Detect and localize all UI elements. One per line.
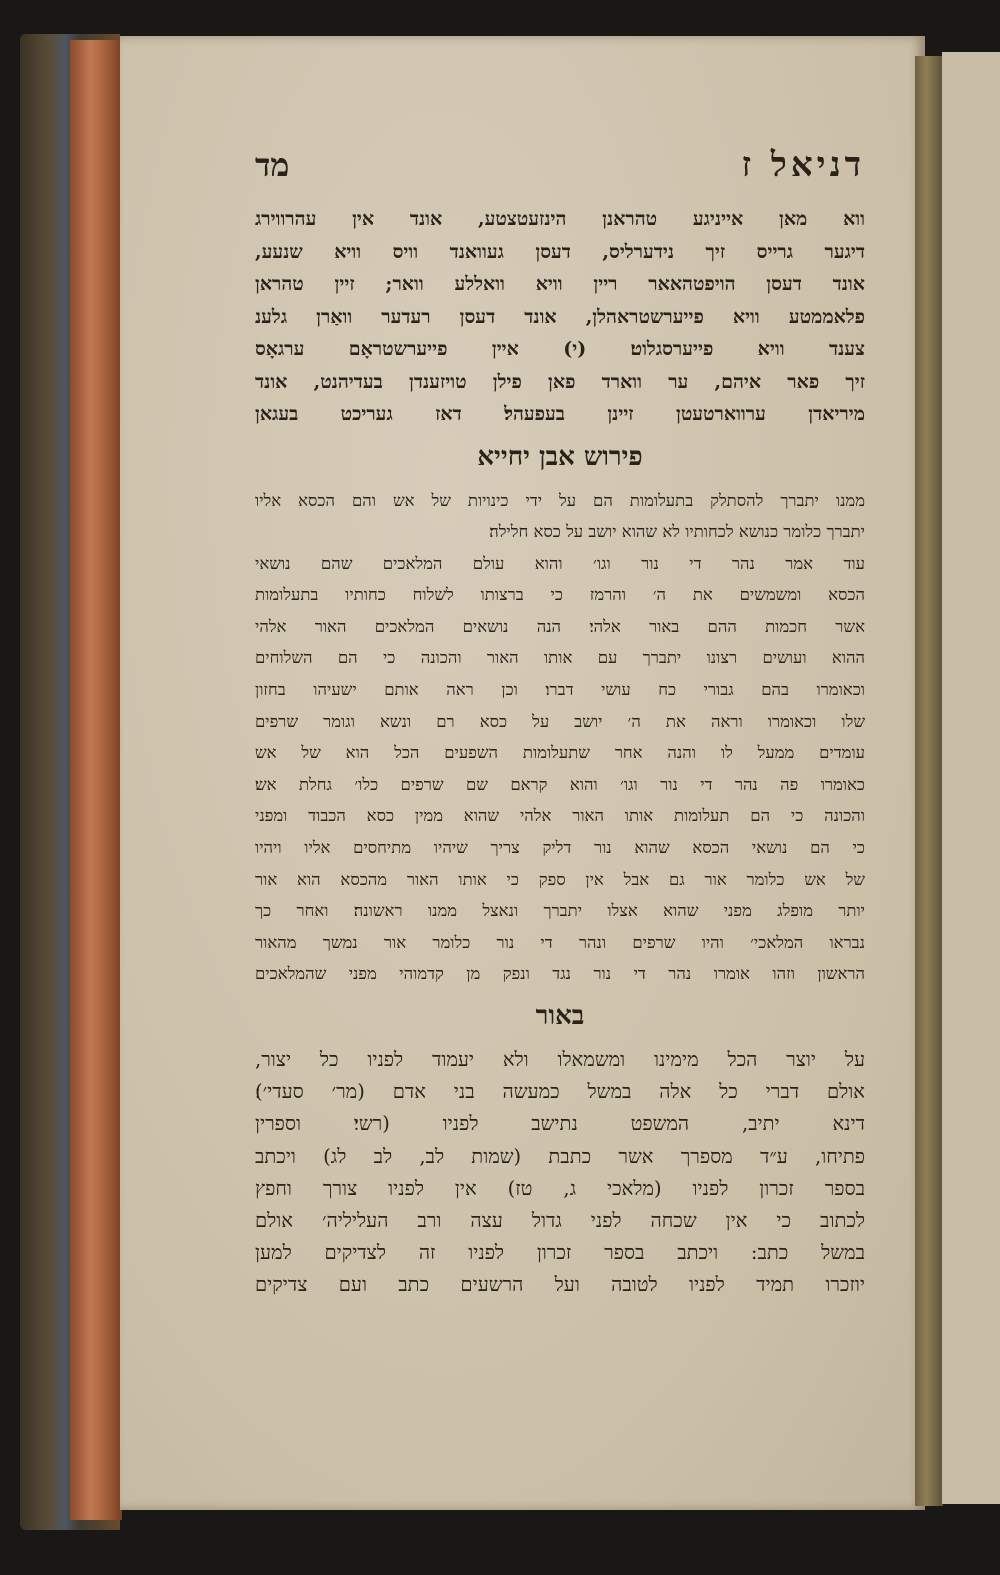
commentary-line: וכאומרו בהם גבורי כח עושי דברו׃ וכן ראה אותם ישעיהו בחזון: [255, 680, 865, 700]
biur-text: [255, 1044, 865, 1302]
commentary-line: כי הם נושאי הכסא שהוא נור דליק צריך שיהיו מתיחסים אליו ויהיו: [255, 838, 865, 858]
running-title: דניאל ז: [741, 145, 865, 185]
biur-line: לכתוב כי אין שכחה לפני גדול עצה ורב העליליה׳ אולם: [255, 1209, 865, 1233]
text-line: דיגער גרייס זיך נידערליס, דעסן געוואנד וויס וויא שנעע,: [255, 240, 865, 263]
biur-line: פתיחו, ע״ד מספרך אשר כתבת (שמות לב, לב לג) ויכתב: [255, 1144, 865, 1168]
commentary-line: אשר חכמות ההם באור אלהי׃ הנה נושאים המלאכים האור אלהי: [255, 616, 865, 636]
commentary-line: עוד אמר נהר די נור וגו׳ והוא עולם המלאכים שהם נושאי: [255, 553, 865, 573]
commentary-line: כאומרו פה נהר די נור וגו׳ והוא קראם שם שרפים כלו׳ גחלת אש׃: [255, 774, 865, 794]
commentary-line: הכסא ומשמשים את ה׳ והרמז כי ברצותו לשלוח כחותיו בתעלומות: [255, 585, 865, 605]
commentary-line: שלו וכאומרו וראה את ה׳ יושב על כסא רם ונשא וגומר שרפים: [255, 711, 865, 731]
biur-line: במשל כתב: ויכתב בספר זכרון לפניו זה לצדיקים למען: [255, 1241, 865, 1265]
commentary-line: יותר מופלג מפני שהוא אצלו יתברך ונאצל ממנו ראשונה׃ ואחר כך: [255, 901, 865, 921]
commentary-line: יתברך כלומר כנושא לכחותיו לא שהוא יושב על כסא חלילה׃: [489, 522, 865, 542]
page-header: [255, 145, 865, 203]
book-gutter: [915, 56, 943, 1506]
commentary-heading: פירוש אבן יחייא: [477, 441, 643, 472]
page-edges: [70, 40, 122, 1520]
text-line: אונד דעסן הויפטהאאר ריין וויא וואללע וואר; זיין טהראן: [255, 273, 865, 295]
biur-line: על יוצר הכל מימינו ומשמאלו ולא יעמוד לפניו כל יצור,: [255, 1048, 865, 1071]
commentary-text: [255, 485, 865, 991]
page-number: מד: [255, 146, 290, 184]
biur-line: בספר זכרון לפניו (מלאכי ג, טז) אין לפניו צורך וחפץ: [255, 1176, 865, 1200]
commentary-line: של אש כלומר אור גם אבל אין ספק כי אותו האור מהכסא הוא אור: [255, 869, 865, 889]
text-line: צענד וויא פייערסגלוט׃ (י) איין פייערשטראָם ערגאָס: [255, 338, 865, 360]
text-line: מיריאדן ערווארטעטן זיינן בעפעהל׃ דאז געריכט בעגאן: [255, 403, 865, 425]
biur-heading: באור: [535, 1001, 585, 1031]
biur-line: דינא יתיב, המשפט נתישב לפניו (רשי׃ וספרין: [255, 1112, 865, 1136]
commentary-line: נבראו המלאכי׳ והיו שרפים ונהר די נור כלומר אור נמשך מהאור: [255, 932, 865, 952]
facing-page-edge: [942, 52, 1000, 1504]
commentary-line: הראשון וזהו אומרו נהר די נור נגד ונפק מן קדמוהי מפני שהמלאכים: [255, 964, 865, 984]
text-line: זיך פאר איהם, ער ווארד פאן פילן טויזענדן בעדיהנט, אונד: [255, 370, 865, 393]
biur-line: יוזכרו תמיד לפניו לטובה ועל הרשעים כתב ועם צדיקים: [255, 1273, 865, 1297]
commentary-line: עומדים ממעל לו והנה אחר שתעלומות השפעים הכל הוא של אש: [255, 743, 865, 763]
page-content: [255, 145, 865, 1302]
commentary-line: והכונה כי הם תעלומות אותו האור אלהי שהוא ממין כסא הכבוד ומפני: [255, 806, 865, 826]
biur-line: אולם דברי כל אלה במשל כמעשה בני אדם (מר׳ סעדי׳)׃: [255, 1080, 865, 1104]
commentary-line: ההוא ועושים רצונו יתברך עם אותו האור והכונה כי הם השלוחים: [255, 648, 865, 668]
translation-text: [255, 203, 865, 431]
text-line: פלאממטע וויא פייערשטראהלן, אונד דעסן רעדער וואַרן גלענ: [255, 305, 865, 328]
commentary-line: ממנו יתברך להסתלק בתעלומות הם על ידי כינויות של אש והם הכסא אליו: [255, 490, 865, 510]
text-line: ווא מאן אייניגע טהראנן הינזעטצטע, אונד אין עהרווירג: [255, 208, 865, 230]
